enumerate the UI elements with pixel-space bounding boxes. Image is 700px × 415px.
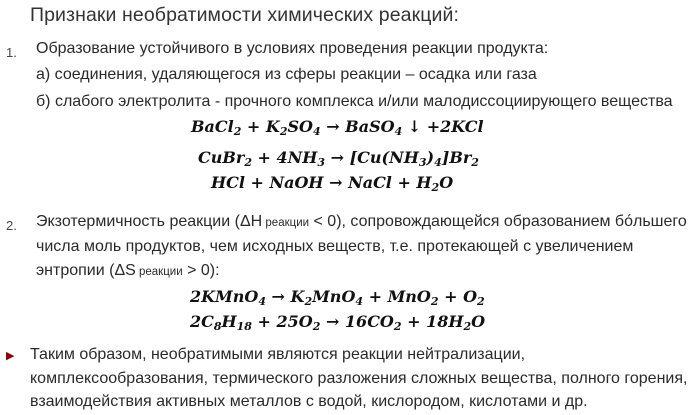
equation-text: CuBr [198, 148, 245, 167]
equation-subscript: 3 [317, 156, 326, 169]
equation-text: O [439, 173, 454, 192]
equation-subscript: 4 [434, 156, 442, 169]
equation-text: H [221, 312, 237, 331]
equation-text: MnO [312, 287, 356, 306]
equation-cubr2 [198, 148, 479, 167]
conclusion-line3: взаимодействия активных металлов с водой, кислородом, кислотами и др. [30, 393, 588, 410]
equation-text: HCl + NaOH → NaCl + H [211, 173, 432, 192]
equation-subscript: 4 [355, 295, 364, 308]
equation-subscript: 2 [312, 320, 321, 333]
equation-text: + 25O [251, 312, 313, 331]
item2-line1-start: Экзотермичность реакции (ΔH [36, 213, 263, 230]
equation-text: → K [265, 287, 305, 306]
list-number-1: 1. [6, 45, 17, 60]
item2-line3-start: энтропии (ΔS [36, 262, 136, 279]
equation-text: + 18H [401, 312, 464, 331]
equation-subscript: 2 [471, 156, 479, 169]
equation-bacl2 [191, 117, 484, 136]
item2-line2: числа моль продуктов, чем исходных веществ, т.е. протекающей с увеличением [36, 238, 634, 255]
equation-subscript: 2 [430, 295, 439, 308]
equation-text: → [Cu(NH [325, 148, 419, 167]
equation-hcl [211, 173, 453, 192]
equation-subscript: 2 [304, 295, 313, 308]
item1-subitem-a: а) соединения, удаляющегося из сферы реакции – осадка или газа [36, 66, 537, 83]
equation-subscript: 2 [477, 295, 485, 308]
equation-subscript: 4 [258, 295, 266, 308]
item2-line3 [36, 262, 220, 280]
equation-text: → 16CO [320, 312, 394, 331]
equation-subscript: 2 [279, 125, 288, 138]
item2-line1 [36, 213, 687, 231]
equation-text: 2C [190, 312, 214, 331]
equation-subscript: 2 [244, 156, 252, 169]
item1-heading: Образование устойчивого в условиях проведения реакции продукта: [36, 40, 549, 57]
equation-c8h18 [190, 312, 485, 331]
item2-line3-end: > 0): [182, 262, 220, 279]
equation-subscript: 2 [431, 181, 440, 194]
equation-text: + K [241, 117, 280, 136]
equation-subscript: 2 [393, 320, 402, 333]
conclusion-line2: комплексообразования, термического разложения сложных вещества, полного горения, [30, 370, 688, 387]
equation-subscript: 3 [418, 156, 427, 169]
equation-text: + MnO [363, 287, 431, 306]
item1-subitem-b: б) слабого электролита - прочного комплекса и/или малодиссоциирующего вещества [36, 93, 673, 110]
equation-subscript: 2 [463, 320, 472, 333]
equation-subscript: 8 [213, 320, 222, 333]
equation-text: + O [438, 287, 477, 306]
equation-text: BaCl [191, 117, 234, 136]
equation-subscript: 2 [233, 125, 242, 138]
equation-subscript: 4 [394, 125, 403, 138]
equation-text: 2KMnO [190, 287, 259, 306]
item2-line1-sub: реакции [262, 217, 310, 229]
bullet-marker-icon: ▶ [6, 350, 15, 362]
list-number-2: 2. [6, 218, 17, 233]
equation-text: O [471, 312, 486, 331]
equation-text: → BaSO [320, 117, 395, 136]
equation-text: + 4NH [251, 148, 318, 167]
slide-title: Признаки необратимости химических реакций: [30, 4, 460, 26]
item2-line1-end: < 0), сопровождающейся образованием бо́льшего [309, 213, 687, 230]
conclusion-line1: Таким образом, необратимыми являются реакции нейтрализации, [30, 346, 526, 363]
equation-text: ) [426, 148, 435, 167]
equation-subscript: 18 [236, 320, 252, 333]
equation-kmno4 [190, 287, 485, 306]
equation-text: ]Br [441, 148, 472, 167]
item2-line3-sub: реакции [135, 266, 183, 278]
equation-subscript: 4 [312, 125, 321, 138]
equation-text: ↓ +2KCl [402, 117, 484, 136]
equation-text: SO [287, 117, 313, 136]
